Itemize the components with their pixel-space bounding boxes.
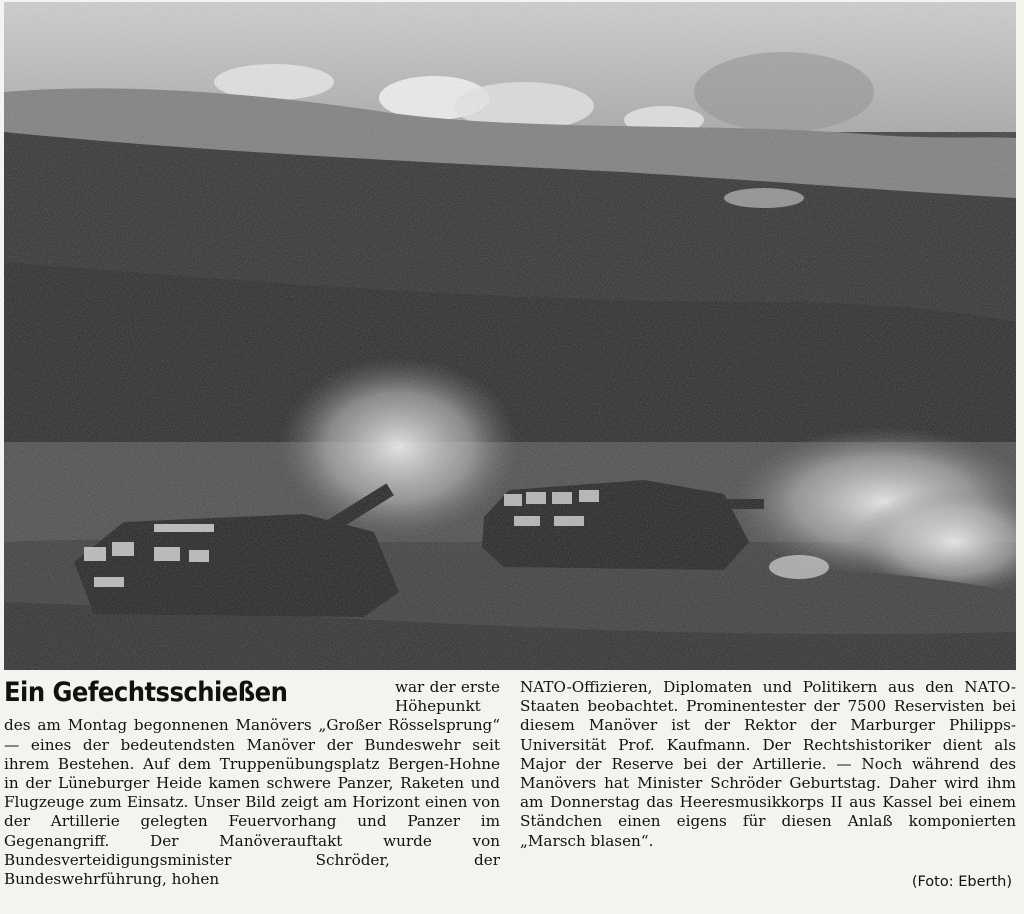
article-lead-paragraph [4, 678, 500, 889]
tank-maneuver-photo [4, 2, 1016, 670]
photo-credit: (Foto: Eberth) [911, 874, 1012, 890]
headline: Ein Gefechtsschießen [4, 677, 288, 708]
news-photo [4, 2, 1016, 670]
article-left-column [4, 678, 500, 889]
article-body-paragraph: NATO-Offizieren, Diplomaten und Politikern aus den NATO-Staaten beobachtet. Prominentester der 7500 Reservisten bei diesem Manöver ist der Rektor der Marburger Philipps-Universität Prof. Kaufmann. Der Rechtshistoriker dient als Major der Reserve bei der Artillerie. — Noch während des Manövers hat Minister Schröder Geburtstag. Daher wird ihm am Donnerstag das Heeresmusikkorps II aus Kassel bei einem Ständchen einen eigens für diesen Anlaß komponierten „Marsch blasen“. [520, 678, 1016, 850]
article [4, 678, 1016, 908]
lead-text: war der erste Höhepunkt des am Montag begonnenen Manövers „Großer Rösselsprung“ — eines der bedeutendsten Manöver der Bundeswehr seit ihrem Bestehen. Auf dem Truppenübungsplatz Bergen-Hohne in der Lüneburger Heide kamen schwere Panzer, Raketen und Flugzeuge zum Einsatz. Unser Bild zeigt am Horizont einen von der Artillerie gelegten Feuervorhang und Panzer im Gegenangriff. Der Manöverauftakt wurde von Bundesverteidigungsminister Schröder, der Bundeswehrführung, hohen [4, 678, 500, 889]
article-right-column [520, 678, 1016, 851]
